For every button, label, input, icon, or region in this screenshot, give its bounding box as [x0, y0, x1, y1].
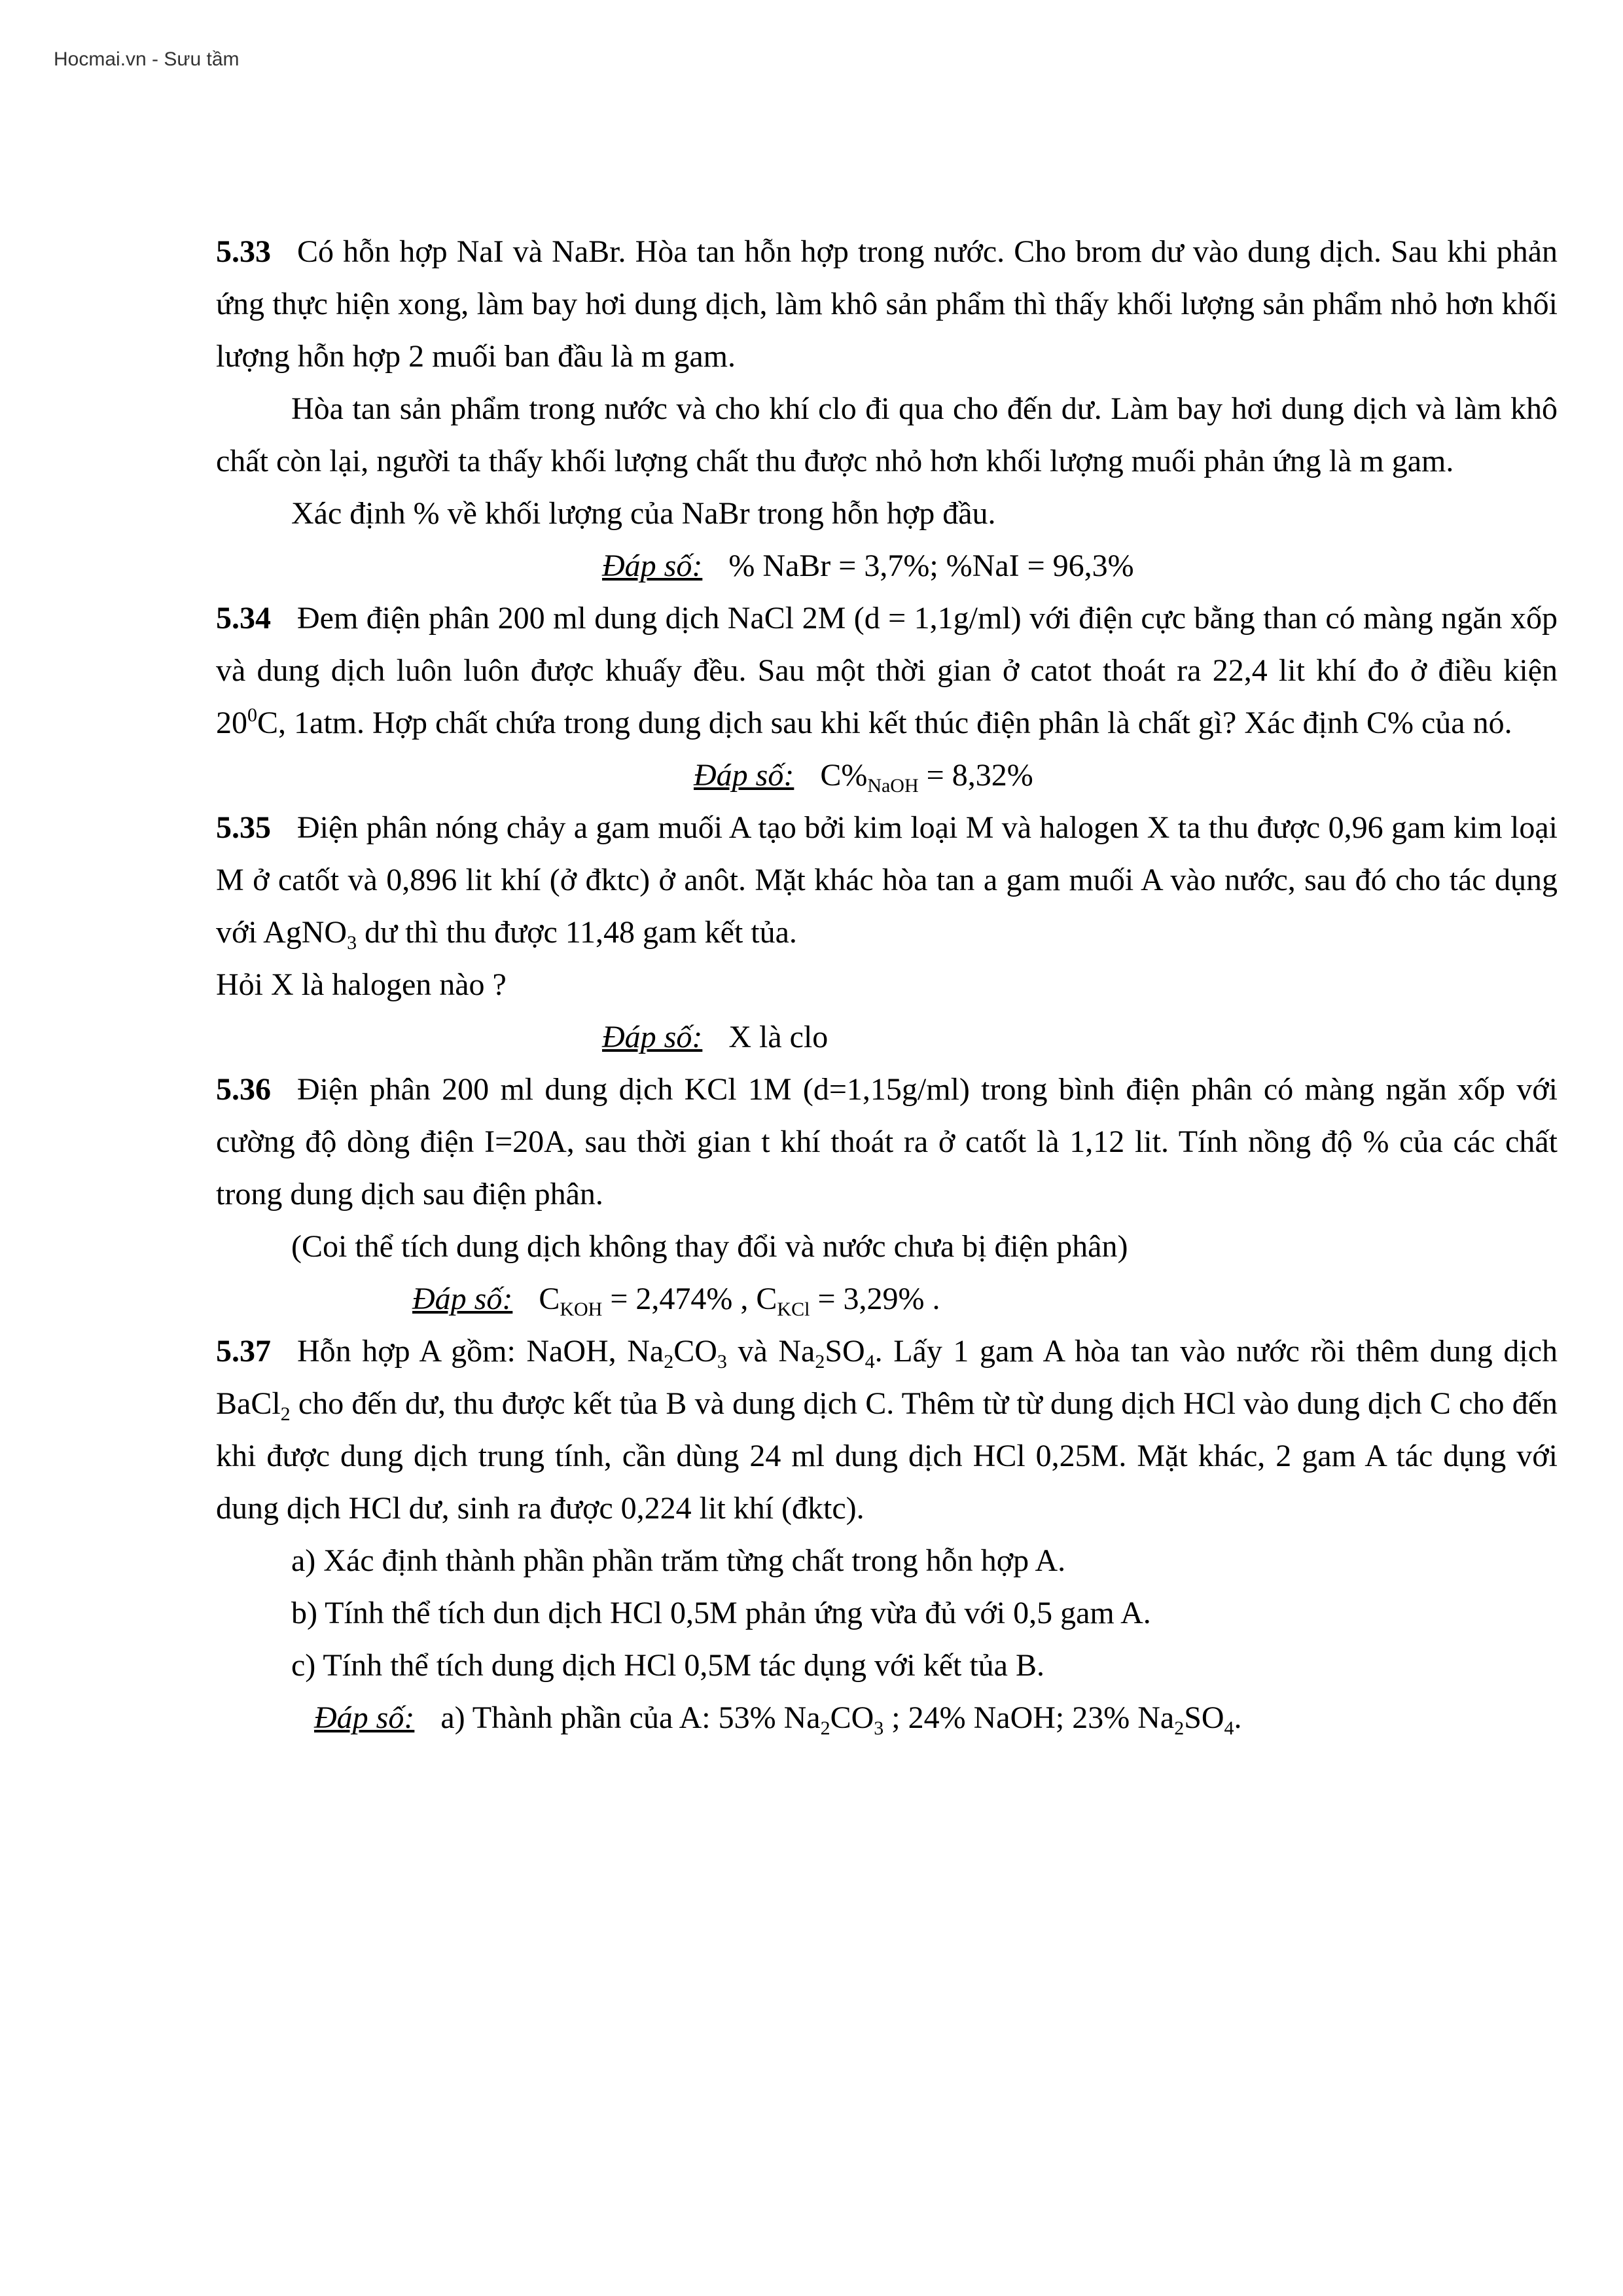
- answer-5-37: Đáp số: a) Thành phần của A: 53% $Na_2CO_3$ ; 24% NaOH; 23% $Na_2SO_4$.: [314, 1700, 1242, 1739]
- problem-5-33-para-2: Hòa tan sản phẩm trong nước và cho khí clo đi qua cho đến dư. Làm bay hơi dung dịch và làm khô chất còn lại, người ta thấy khối lượng chất thu được nhỏ hơn khối lượng muối phản ứng là m gam.: [216, 391, 1558, 478]
- problem-5-35-question: Hỏi X là halogen nào ?: [216, 967, 507, 1002]
- answer-5-35: Đáp số: X là clo: [602, 1020, 829, 1054]
- question-a: a) Xác định thành phần phần trăm từng chất trong hỗn hợp A.: [291, 1543, 1066, 1578]
- problem-5-37: 5.37 Hỗn hợp A gồm: NaOH, $Na_2CO_3$ và $Na_2SO_4$. Lấy 1 gam A hòa tan vào nước rồi thêm dung dịch BaCl$_2$ cho đến dư, thu được kết tủa B và dung dịch C. Thêm từ từ dung dịch HCl vào dung dịch C cho đến khi được dung dịch trung tính, cần dùng 24 ml dung dịch HCl 0,25M. Mặt khác, 2 gam A tác dụng với dung dịch HCl dư, sinh ra được 0,224 lit khí (đktc).: [216, 1334, 1558, 1526]
- question-b: b) Tính thể tích dun dịch HCl 0,5M phản ứng vừa đủ với 0,5 gam A.: [291, 1596, 1151, 1630]
- problem-text: Có hỗn hợp NaI và NaBr. Hòa tan hỗn hợp trong nước. Cho brom dư vào dung dịch. Sau khi phản ứng thực hiện xong, làm bay hơi dung dịch, làm khô sản phẩm thì thấy khối lượng sản phẩm nhỏ hơn khối lượng hỗn hợp 2 muối ban đầu là m gam.: [216, 234, 1558, 374]
- problem-number: 5.33: [216, 234, 271, 269]
- problem-5-34: 5.34 Đem điện phân 200 ml dung dịch NaCl 2M (d = 1,1g/ml) với điện cực bằng than có màng ngăn xốp và dung dịch luôn luôn được khuấy đều. Sau một thời gian ở catot thoát ra 22,4 lit khí đo ở điều kiện $20^0C$, 1atm. Hợp chất chứa trong dung dịch sau khi kết thúc điện phân là chất gì? Xác định C% của nó.: [216, 601, 1558, 740]
- answer-5-36: Đáp số: $C_{KOH} = 2,474\%$ , $C_{KCl} = 3,29\%$ .: [412, 1282, 940, 1320]
- problem-number: 5.37: [216, 1334, 271, 1369]
- page-header: Hocmai.vn - Sưu tầm: [54, 48, 240, 70]
- answer-label: Đáp số:: [602, 548, 703, 583]
- answer-label: Đáp số:: [602, 1020, 703, 1054]
- problem-5-35: 5.35 Điện phân nóng chảy a gam muối A tạo bởi kim loại M và halogen X ta thu được 0,96 gam kim loại M ở catốt và 0,896 lit khí (ở đktc) ở anôt. Mặt khác hòa tan a gam muối A vào nước, sau đó cho tác dụng với AgNO$_3$ dư thì thu được 11,48 gam kết tủa.: [216, 810, 1558, 954]
- problem-number: 5.36: [216, 1072, 271, 1107]
- answer-5-34: Đáp số: $C\%_{NaOH} = 8,32\%$: [694, 758, 1033, 797]
- problem-5-36: 5.36 Điện phân 200 ml dung dịch KCl 1M (d=1,15g/ml) trong bình điện phân có màng ngăn xốp với cường độ dòng điện I=20A, sau thời gian t khí thoát ra ở catốt là 1,12 lit. Tính nồng độ % của các chất trong dung dịch sau điện phân.: [216, 1072, 1558, 1211]
- problem-5-33: [216, 226, 1558, 383]
- problem-number: 5.34: [216, 601, 271, 636]
- question-c: c) Tính thể tích dung dịch HCl 0,5M tác dụng với kết tủa B.: [291, 1648, 1044, 1683]
- answer-label: Đáp số:: [314, 1700, 415, 1735]
- answer-label: Đáp số:: [694, 758, 794, 793]
- answer-text: % NaBr = 3,7%; %NaI = 96,3%: [728, 548, 1134, 583]
- problem-5-36-note: (Coi thể tích dung dịch không thay đổi và nước chưa bị điện phân): [291, 1229, 1128, 1264]
- answer-5-33: [216, 540, 1558, 592]
- answer-label: Đáp số:: [412, 1282, 513, 1316]
- problem-5-33-question: Xác định % về khối lượng của NaBr trong hỗn hợp đầu.: [291, 496, 996, 531]
- problem-number: 5.35: [216, 810, 271, 845]
- document-body: [216, 226, 1558, 1744]
